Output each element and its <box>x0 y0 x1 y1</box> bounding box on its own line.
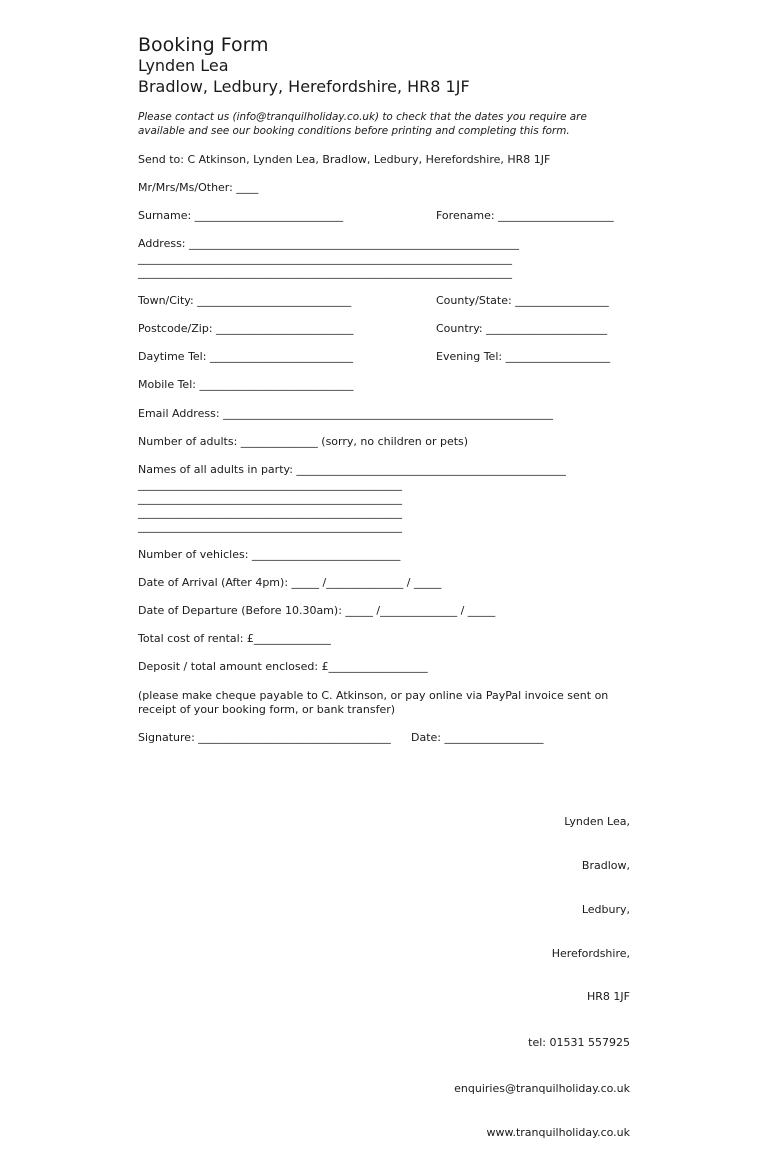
footer-website: www.tranquilholiday.co.uk <box>486 1125 630 1139</box>
names-field: Names of all adults in party: _________________________________________________ <box>138 463 566 476</box>
mobile-tel-field: Mobile Tel: ____________________________ <box>138 378 354 391</box>
payment-note-line-2: receipt of your booking form, or bank transfer) <box>138 703 396 716</box>
intro-line-2: available and see our booking conditions before printing and completing this form. <box>138 125 570 137</box>
email-field: Email Address: ____________________________________________________________ <box>138 407 554 420</box>
send-to-line: Send to: C Atkinson, Lynden Lea, Bradlow, Ledbury, Herefordshire, HR8 1JF <box>138 153 551 166</box>
footer-email: enquiries@tranquilholiday.co.uk <box>454 1081 630 1095</box>
names-line-3: ________________________________________________ <box>138 492 402 505</box>
footer-address-line-1: Lynden Lea, <box>564 815 630 829</box>
address-line-3: ____________________________________________________________________ <box>138 266 512 279</box>
date-field: Date: __________________ <box>411 731 544 744</box>
evening-tel-field: Evening Tel: ___________________ <box>436 350 611 363</box>
vehicles-field: Number of vehicles: ___________________________ <box>138 548 401 561</box>
postcode-field: Postcode/Zip: _________________________ <box>138 322 354 335</box>
county-field: County/State: _________________ <box>436 294 609 307</box>
address-field: Address: ____________________________________________________________ <box>138 237 520 250</box>
total-cost-field: Total cost of rental: £______________ <box>138 632 331 645</box>
daytime-tel-field: Daytime Tel: __________________________ <box>138 350 353 363</box>
payment-note-line-1: (please make cheque payable to C. Atkinson, or pay online via PayPal invoice sent on <box>138 689 609 702</box>
departure-date-field: Date of Departure (Before 10.30am): _____ /______________ / _____ <box>138 604 496 617</box>
country-field: Country: ______________________ <box>436 322 608 335</box>
intro-line-1: Please contact us (info@tranquilholiday.co.uk) to check that the dates you require are <box>138 111 587 123</box>
names-line-5: ________________________________________________ <box>138 520 402 533</box>
property-address: Bradlow, Ledbury, Herefordshire, HR8 1JF <box>138 77 470 96</box>
town-field: Town/City: ____________________________ <box>138 294 352 307</box>
title-field: Mr/Mrs/Ms/Other: ____ <box>138 181 259 194</box>
property-name: Lynden Lea <box>138 56 229 75</box>
names-line-2: ________________________________________________ <box>138 478 402 491</box>
signature-field: Signature: ___________________________________ <box>138 731 391 744</box>
footer-address-line-4: Herefordshire, <box>551 946 630 960</box>
footer-address-line-5: HR8 1JF <box>587 990 630 1004</box>
footer-address-line-2: Bradlow, <box>581 858 630 872</box>
address-line-2: ____________________________________________________________________ <box>138 252 512 265</box>
adults-field: Number of adults: ______________ (sorry, no children or pets) <box>138 435 469 448</box>
surname-field: Surname: ___________________________ <box>138 209 344 222</box>
footer-tel: tel: 01531 557925 <box>528 1036 630 1050</box>
footer-address-line-3: Ledbury, <box>581 902 630 916</box>
page-title: Booking Form <box>138 34 269 56</box>
forename-field: Forename: _____________________ <box>436 209 614 222</box>
arrival-date-field: Date of Arrival (After 4pm): _____ /______________ / _____ <box>138 576 442 589</box>
names-line-4: ________________________________________________ <box>138 506 402 519</box>
deposit-field: Deposit / total amount enclosed: £__________________ <box>138 660 428 673</box>
footer-contact <box>454 786 630 1169</box>
